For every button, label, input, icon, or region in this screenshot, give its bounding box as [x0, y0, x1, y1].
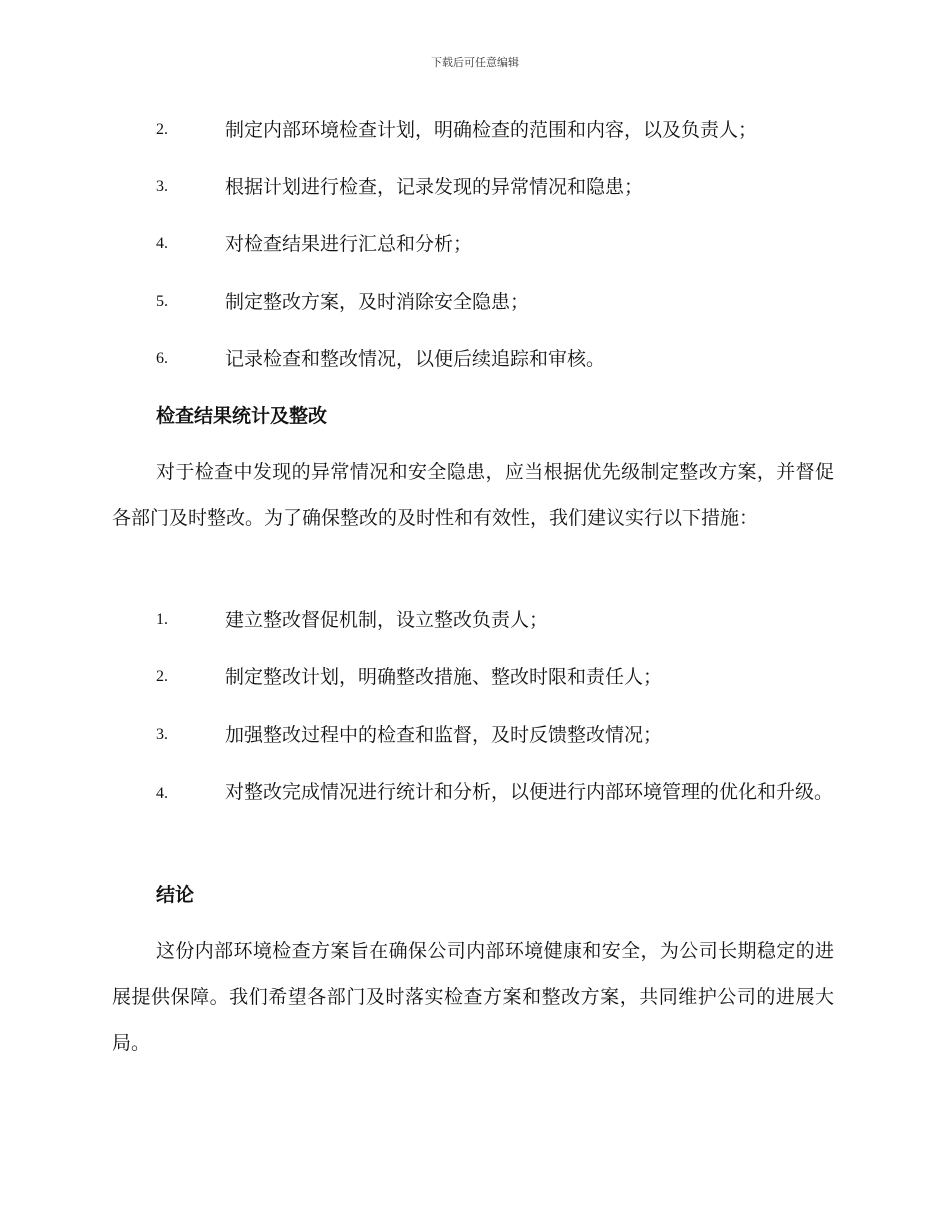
list-number: 4. [156, 785, 168, 802]
list-number: 3. [156, 178, 168, 195]
list-text: 制定整改计划，明确整改措施、整改时限和责任人； [225, 666, 663, 688]
section-paragraph: 这份内部环境检查方案旨在确保公司内部环境健康和安全，为公司长期稳定的进展提供保障。我们希望各部门及时落实检查方案和整改方案，共同维护公司的进展大局。 [112, 940, 834, 1054]
list-text: 制定整改方案，及时消除安全隐患； [225, 291, 530, 313]
list-number: 4. [156, 235, 168, 252]
section-paragraph: 对于检查中发现的异常情况和安全隐患，应当根据优先级制定整改方案，并督促各部门及时整改。为了确保整改的及时性和有效性，我们建议实行以下措施： [112, 461, 834, 529]
list-number: 6. [156, 350, 168, 367]
list-text: 对整改完成情况进行统计和分析，以便进行内部环境管理的优化和升级。 [225, 781, 834, 803]
list-text: 制定内部环境检查计划，明确检查的范围和内容，以及负责人； [225, 119, 758, 141]
section-heading: 检查结果统计及整改 [156, 405, 328, 427]
list-number: 2. [156, 668, 168, 685]
list-text: 对检查结果进行汇总和分析； [225, 233, 473, 255]
section-heading: 结论 [156, 884, 195, 906]
list-text: 建立整改督促机制，设立整改负责人； [225, 609, 549, 631]
list-text: 根据计划进行检查，记录发现的异常情况和隐患； [225, 176, 644, 198]
page-header: 下载后可任意编辑 [431, 56, 519, 69]
list-item [112, 769, 834, 817]
list-text: 加强整改过程中的检查和监督，及时反馈整改情况； [225, 724, 663, 746]
list-number: 5. [156, 293, 168, 310]
list-number: 3. [156, 726, 168, 743]
list-number: 1. [156, 611, 168, 628]
list-text: 记录检查和整改情况，以便后续追踪和审核。 [225, 348, 606, 370]
list-number: 2. [156, 121, 168, 138]
